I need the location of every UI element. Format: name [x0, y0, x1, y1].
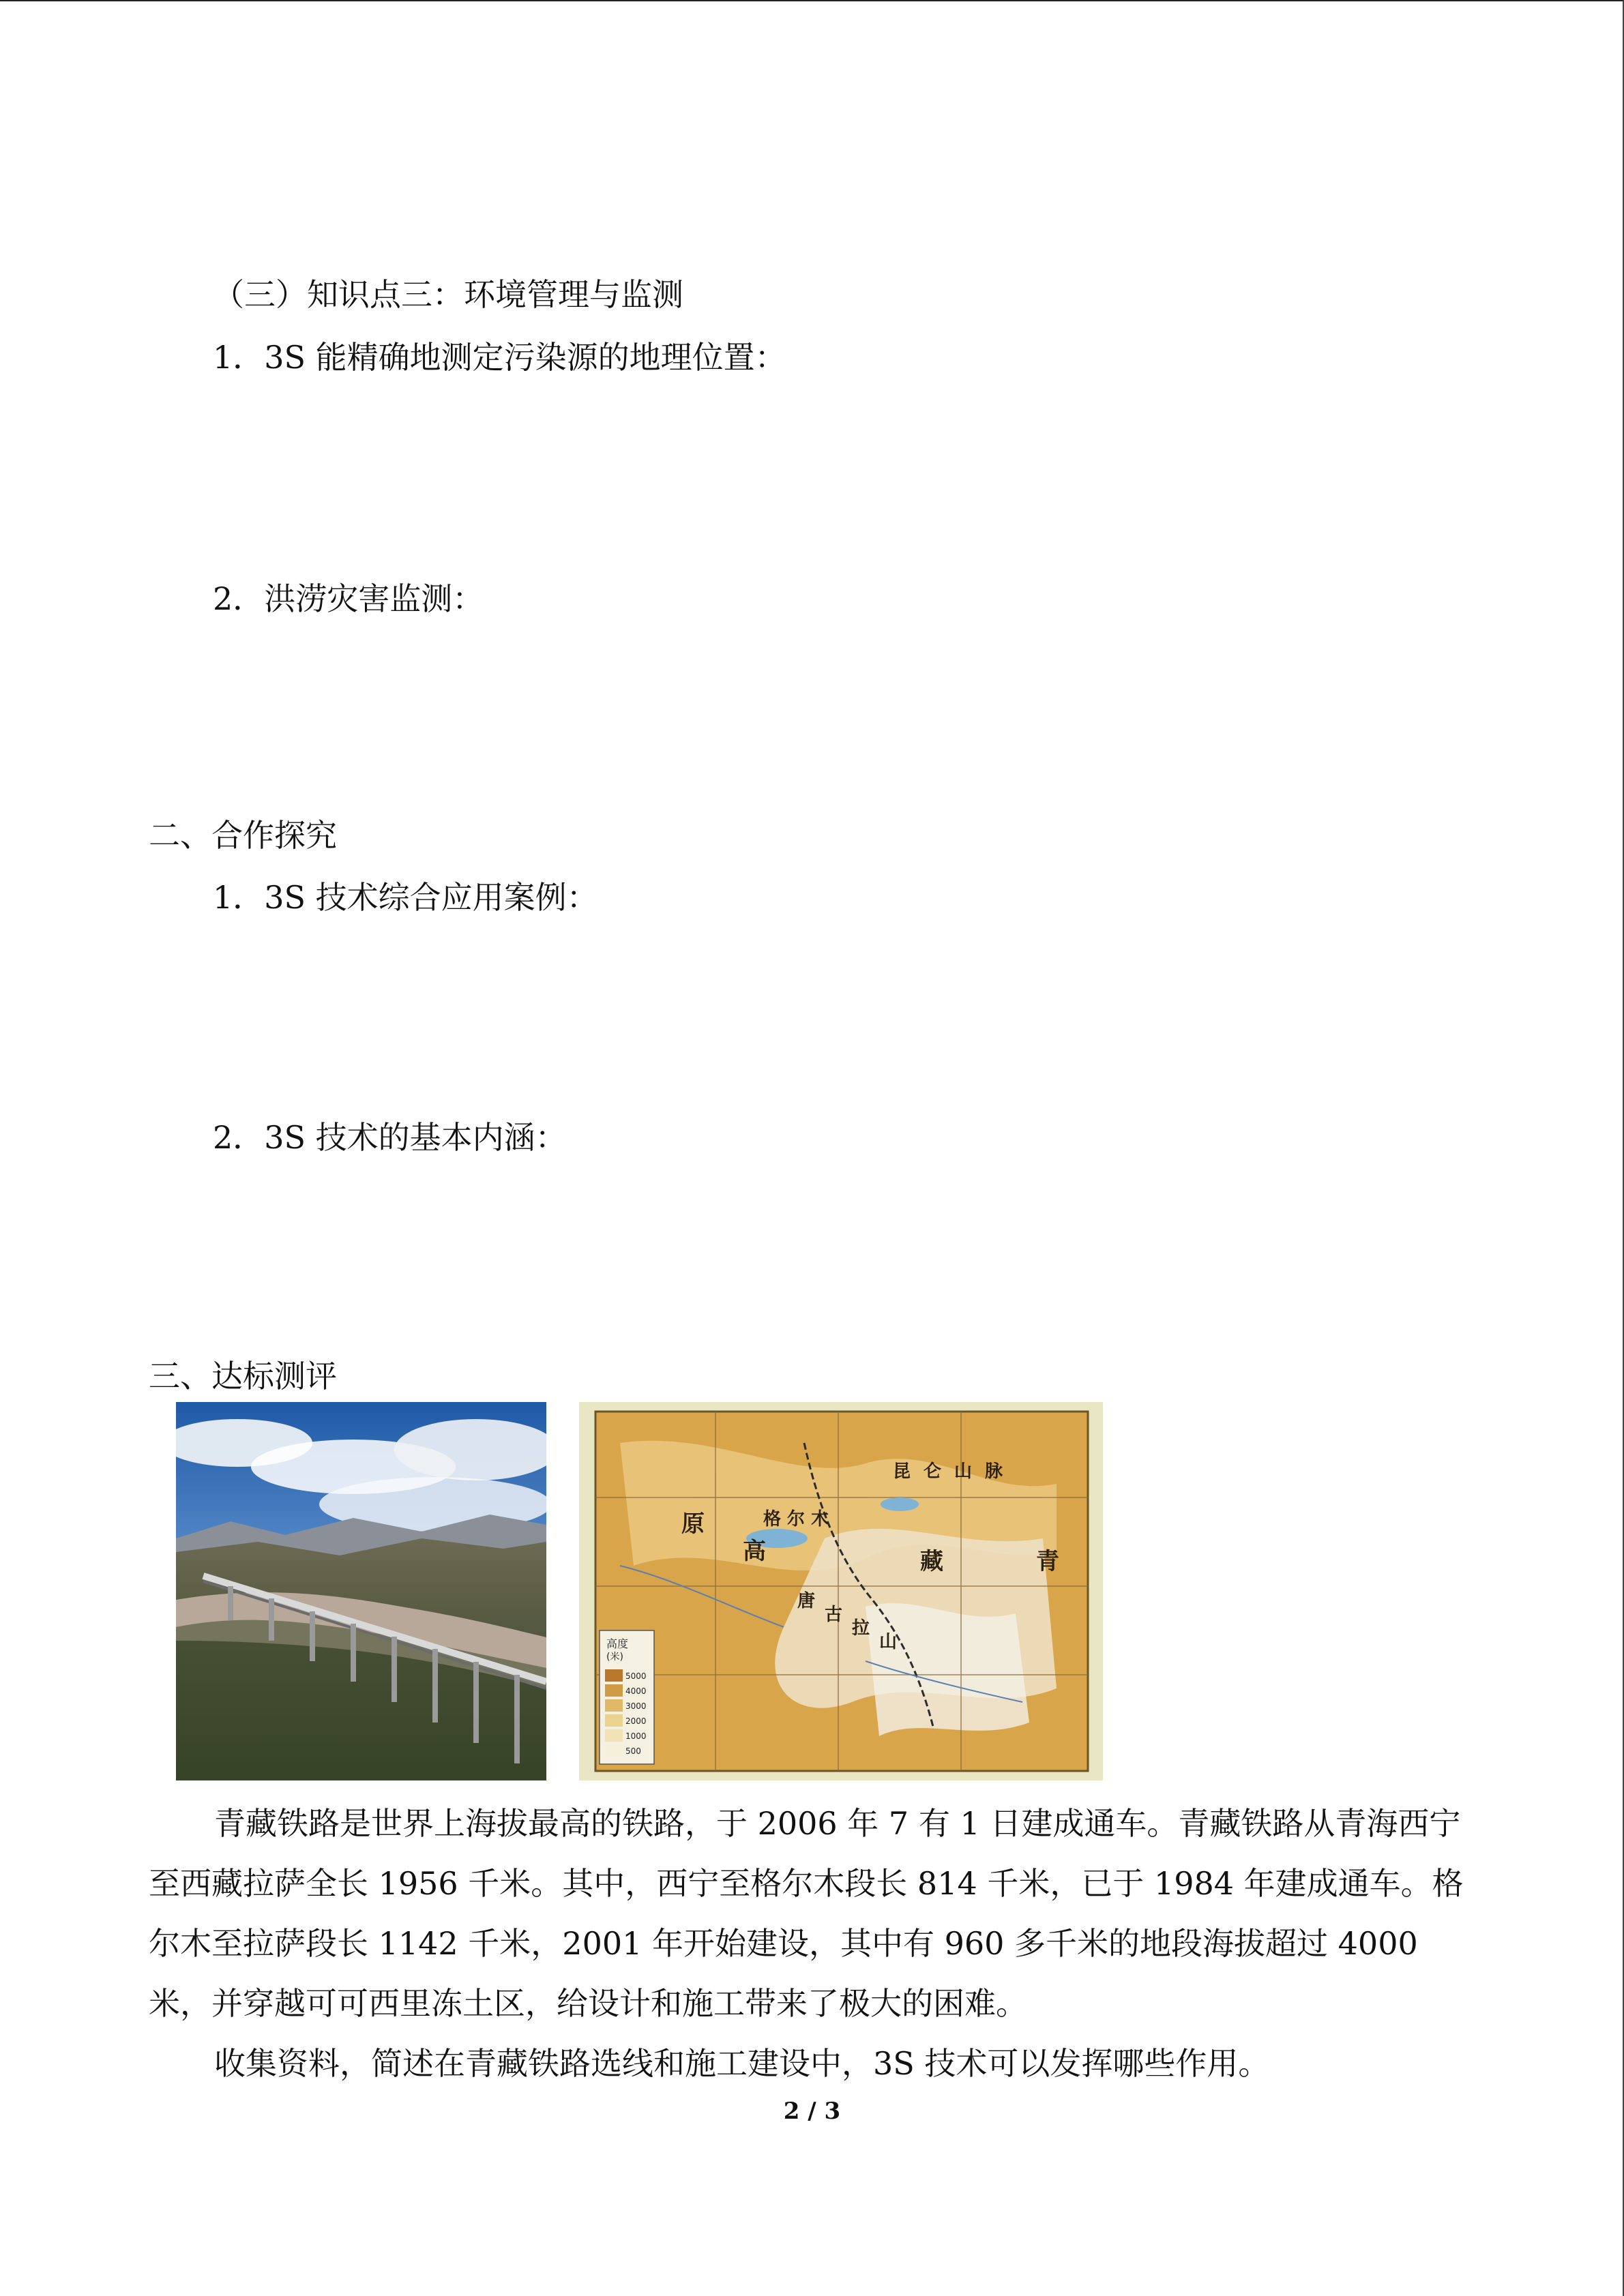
map-label: 拉 [852, 1618, 870, 1639]
map-legend-value: 3000 [625, 1701, 647, 1711]
map-legend-value: 500 [625, 1746, 641, 1756]
railway-bridge-photo [176, 1402, 546, 1780]
map-label: 脉 [985, 1461, 1003, 1482]
item-3s-application-case: 1．3S 技术综合应用案例： [213, 879, 598, 916]
passage-qinghai-tibet-railway: 青藏铁路是世界上海拔最高的铁路，于 2006 年 7 有 1 日建成通车。青藏铁路从青海西宁至西藏拉萨全长 1956 千米。其中，西宁至格尔木段长 814 千米，已于 1984 年建成通车。格尔木至拉萨段长 1142 千米，2001 年开始建设，其中有 960 多千米的地段海拔超过 4000 米，并穿越可可西里冻土区，给设计和施工带来了极大的困难。 [149, 1805, 1464, 2022]
map-legend-value: 4000 [625, 1686, 647, 1696]
map-legend [600, 1630, 654, 1764]
map-legend-unit: (米) [606, 1652, 623, 1663]
map-legend-value: 2000 [625, 1716, 647, 1726]
qinghai-tibet-map [579, 1402, 1103, 1780]
map-label: 青 [1036, 1548, 1059, 1575]
item-pollution-source: 1．3S 能精确地测定污染源的地理位置： [213, 339, 786, 376]
map-label: 木 [811, 1509, 829, 1530]
item-flood-monitoring: 2．洪涝灾害监测： [213, 580, 484, 617]
map-label: 尔 [787, 1509, 806, 1530]
map-label: 格 [763, 1509, 782, 1530]
section-heading-knowledge-3: （三）知识点三：环境管理与监测 [213, 276, 683, 313]
map-legend-title: 高度 [606, 1637, 629, 1650]
section-heading-assessment: 三、达标测评 [149, 1358, 337, 1395]
map-label: 原 [681, 1510, 705, 1538]
map-label: 高 [743, 1538, 766, 1565]
section-heading-cooperation: 二、合作探究 [149, 817, 337, 854]
map-label: 昆 [893, 1461, 911, 1482]
map-label: 山 [954, 1461, 973, 1482]
page-number: 2 / 3 [783, 2098, 841, 2125]
map-label: 古 [825, 1605, 843, 1625]
map-label: 藏 [920, 1548, 943, 1575]
passage-question: 收集资料，简述在青藏铁路选线和施工建设中，3S 技术可以发挥哪些作用。 [214, 2045, 1270, 2082]
map-label: 唐 [797, 1591, 816, 1611]
map-label: 山 [879, 1632, 898, 1652]
item-3s-basic-meaning: 2．3S 技术的基本内涵： [213, 1119, 567, 1156]
map-label: 仑 [924, 1461, 942, 1482]
map-legend-value: 1000 [625, 1731, 647, 1741]
map-legend-value: 5000 [625, 1671, 647, 1681]
